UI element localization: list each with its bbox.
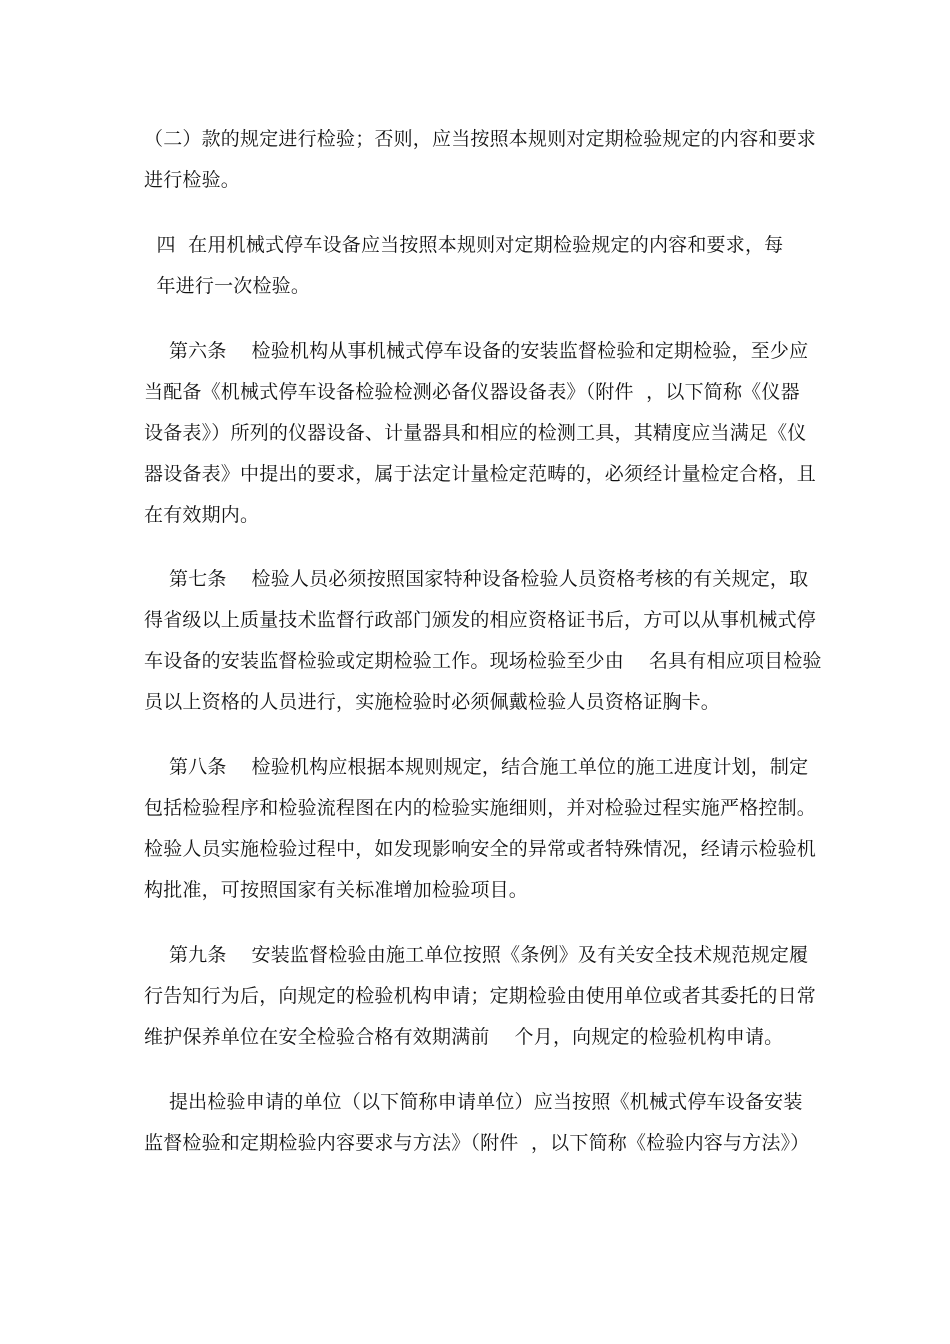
- article-9-line: 维护保养单位在安全检验合格有效期满前 个月，向规定的检验机构申请。: [144, 1026, 784, 1048]
- article-6-line: 第六条 检验机构从事机械式停车设备的安装监督检验和定期检验，至少应: [144, 340, 809, 362]
- article-8-line: 包括检验程序和检验流程图在内的检验实施细则，并对检验过程实施严格控制。: [144, 797, 817, 819]
- article-7-line: 得省级以上质量技术监督行政部门颁发的相应资格证书后，方可以从事机械式停: [144, 609, 817, 631]
- text-line: （二）款的规定进行检验；否则，应当按照本规则对定期检验规定的内容和要求: [144, 128, 817, 150]
- text-line: 进行检验。: [144, 169, 241, 191]
- article-8-line: 第八条 检验机构应根据本规则规定，结合施工单位的施工进度计划，制定: [144, 756, 809, 778]
- article-9-line: 行告知行为后，向规定的检验机构申请；定期检验由使用单位或者其委托的日常: [144, 985, 817, 1007]
- article-6-line: 当配备《机械式停车设备检验检测必备仪器设备表》（附件 ，以下简称《仪器: [144, 381, 800, 403]
- article-6-line: 设备表》）所列的仪器设备、计量器具和相应的检测工具，其精度应当满足《仪: [144, 422, 807, 444]
- article-7-line: 车设备的安装监督检验或定期检验工作。现场检验至少由 名具有相应项目检验: [144, 650, 822, 672]
- text-line: 年进行一次检验。: [144, 275, 311, 297]
- article-9-line: 第九条 安装监督检验由施工单位按照《条例》及有关安全技术规范规定履: [144, 944, 809, 966]
- text-line: 提出检验申请的单位（以下简称申请单位）应当按照《机械式停车设备安装: [144, 1091, 803, 1113]
- text-line: 监督检验和定期检验内容要求与方法》（附件 ，以下简称《检验内容与方法》）: [144, 1132, 810, 1154]
- article-7-line: 员以上资格的人员进行，实施检验时必须佩戴检验人员资格证胸卡。: [144, 691, 721, 713]
- article-8-line: 构批准，可按照国家有关标准增加检验项目。: [144, 879, 529, 901]
- article-6-line: 器设备表》中提出的要求，属于法定计量检定范畴的，必须经计量检定合格，且: [144, 463, 817, 485]
- text-line: 四 在用机械式停车设备应当按照本规则对定期检验规定的内容和要求，每: [144, 234, 784, 256]
- article-7-line: 第七条 检验人员必须按照国家特种设备检验人员资格考核的有关规定，取: [144, 568, 809, 590]
- article-6-line: 在有效期内。: [144, 504, 260, 526]
- article-8-line: 检验人员实施检验过程中，如发现影响安全的异常或者特殊情况，经请示检验机: [144, 838, 817, 860]
